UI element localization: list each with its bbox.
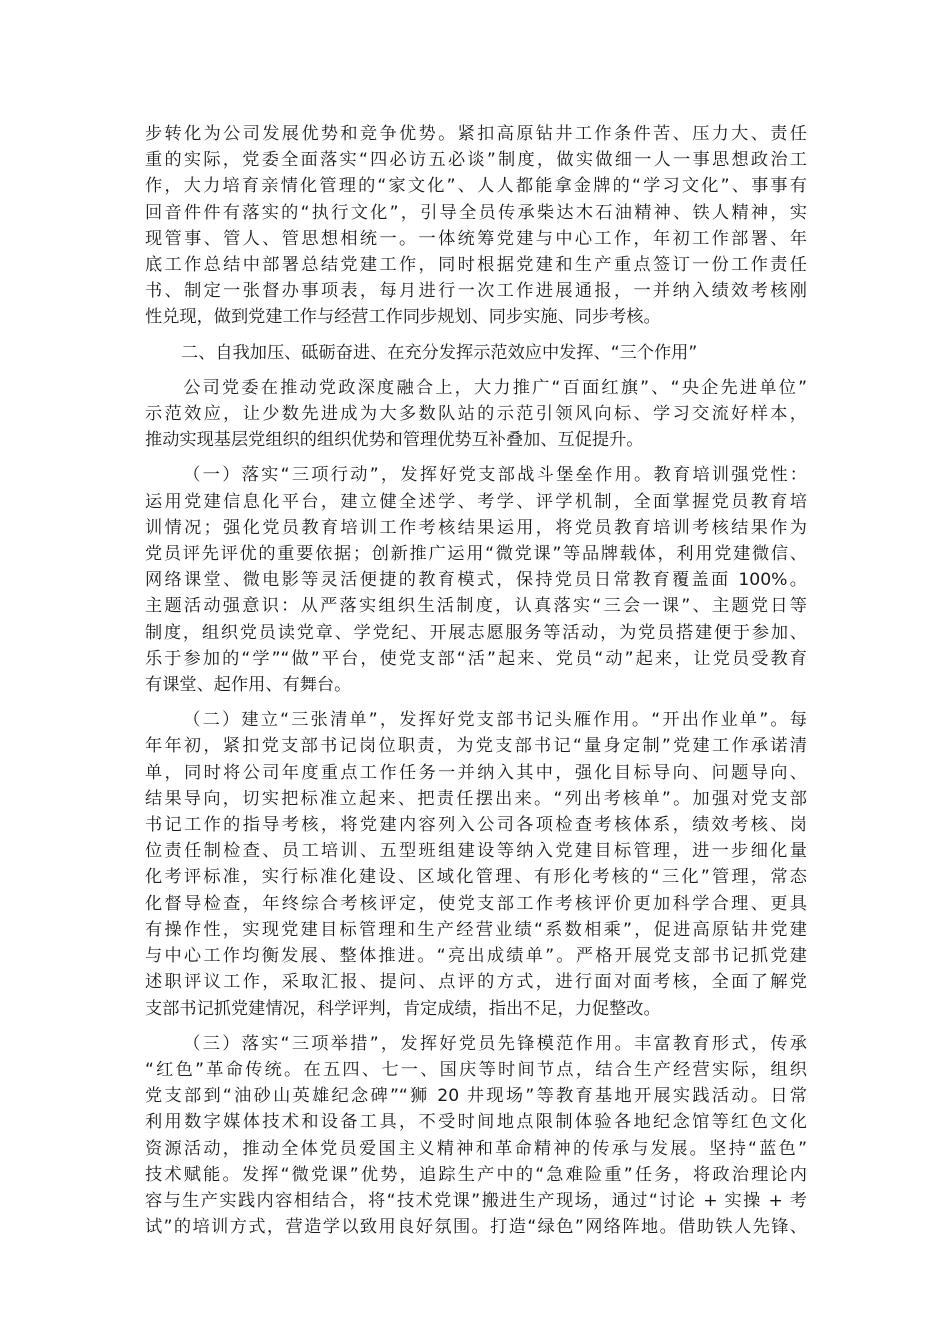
text-line-content: 位责任制检查、员工培训、五型班组建设等纳入党建目标管理，进一步细化量 (145, 841, 807, 862)
text-line-content: 重的实际，党委全面落实“四必访五必谈”制度，做实做细一人一事思想政治工 (145, 150, 807, 171)
text-line-content: （三）落实“三项举措”，发挥好党员先锋模范作用。丰富教育形式，传承 (181, 1033, 807, 1054)
text-line (145, 515, 807, 541)
text-line (145, 1083, 807, 1109)
paragraph-p2 (145, 375, 807, 454)
text-line-content: 作，大力培育亲情化管理的“家文化”、人人都能拿金牌的“学习文化”、事事有 (145, 176, 807, 197)
text-line-content: 回音件件有落实的“执行文化”，引导全员传承柴达木石油精神、铁人精神，实 (145, 202, 807, 223)
text-line (145, 278, 807, 304)
text-line-content: 结果导向，切实把标准立起来、把责任摆出来。“列出考核单”。加强对党支部 (145, 788, 807, 809)
text-line-content: 步转化为公司发展优势和竞争优势。紧扣高原钻井工作条件苦、压力大、责任 (145, 124, 807, 144)
text-line-content: 与中心工作均衡发展、整体推进。“亮出成绩单”。严格开展党支部书记抓党建 (145, 946, 807, 967)
text-line (145, 200, 807, 226)
text-line-content: （二）建立“三张清单”，发挥好党支部书记头雁作用。“开出作业单”。每 (181, 710, 807, 731)
text-line-content: 制度，组织党员读党章、学党纪、开展志愿服务等活动，为党员搭建便于参加、 (145, 622, 807, 643)
paragraph-p5 (145, 1031, 807, 1241)
text-line (145, 996, 807, 1022)
text-line (145, 121, 807, 147)
text-line-content: 示范效应，让少数先进成为大多数队站的示范引领风向标、学习交流好样本， (145, 404, 807, 425)
text-line (145, 917, 807, 943)
text-line-content: 训情况；强化党员教育培训工作考核结果运用，将党员教育培训考核结果作为 (145, 517, 807, 538)
text-line-content: “红色”革命传统。在五四、七一、国庆等时间节点，结合生产经营实际，组织 (145, 1059, 807, 1080)
text-line-content: 网络课堂、微电影等灵活便捷的教育模式，保持党员日常教育覆盖面 100%。 (145, 570, 807, 591)
section-heading-text: 二、自我加压、砥砺奋进、在充分发挥示范效应中发挥、“三个作用” (181, 342, 698, 363)
text-line (145, 646, 807, 672)
text-line-content: 主题活动强意识：从严落实组织生活制度，认真落实“三会一课”、主题党日等 (145, 596, 807, 617)
text-line (145, 786, 807, 812)
text-line (145, 252, 807, 278)
text-line (145, 760, 807, 786)
text-line (145, 1057, 807, 1083)
text-line-content: 化督导检查，年终综合考核评定，使党支部工作考核评价更加科学合理、更具 (145, 893, 807, 914)
text-line-content: 年年初，紧扣党支部书记岗位职责，为党支部书记“量身定制”党建工作承诺清 (145, 736, 807, 757)
paragraph-p4 (145, 707, 807, 1021)
text-line (145, 1136, 807, 1162)
text-line (145, 593, 807, 619)
text-line (145, 401, 807, 427)
text-line-content: 运用党建信息化平台，建立健全述学、考学、评学机制，全面掌握党员教育培 (145, 491, 807, 512)
text-line (145, 567, 807, 593)
text-line (145, 672, 807, 698)
text-line (145, 427, 807, 453)
text-line-content: 书记工作的指导考核，将党建内容列入公司各项检查考核体系，绩效考核、岗 (145, 815, 807, 836)
text-line (145, 891, 807, 917)
text-line-content: 性兑现，做到党建工作与经营工作同步规划、同步实施、同步考核。 (145, 307, 661, 328)
text-line-content: 单，同时将公司年度重点工作任务一并纳入其中，强化目标导向、问题导向、 (145, 762, 807, 783)
text-line-content: 底工作总结中部署总结党建工作，同时根据党建和生产重点签订一份工作责任 (145, 255, 807, 276)
text-line (145, 838, 807, 864)
section-heading (145, 340, 807, 366)
paragraph-p1 (145, 121, 807, 331)
text-line-content: （一）落实“三项行动”，发挥好党支部战斗堡垒作用。教育培训强党性： (181, 465, 807, 486)
text-line-content: 党支部到“油砂山英雄纪念碑”“狮 20 井现场”等教育基地开展实践活动。日常 (145, 1086, 807, 1107)
text-line-content: 试”的培训方式，营造学以致用良好氛围。打造“绿色”网络阵地。借助铁人先锋、 (145, 1217, 807, 1238)
text-line (145, 147, 807, 173)
text-line-content: 乐于参加的“学”“做”平台，使党支部“活”起来、党员“动”起来，让党员受教育 (145, 648, 807, 669)
text-line-content: 有操作性，实现党建目标管理和生产经营业绩“系数相乘”，促进高原钻井党建 (145, 919, 807, 940)
text-line (145, 812, 807, 838)
text-line (145, 541, 807, 567)
text-line-content: 利用数字媒体技术和设备工具，不受时间地点限制体验各地纪念馆等红色文化 (145, 1112, 807, 1133)
text-line-content: 技术赋能。发挥“微党课”优势，追踪生产中的“急难险重”任务，将政治理论内 (145, 1164, 807, 1185)
text-line-content: 化考评标准，实行标准化建设、区域化管理、有形化考核的“三化”管理，常态 (145, 867, 807, 888)
text-line-content: 现管事、管人、管思想相统一。一体统筹党建与中心工作，年初工作部署、年 (145, 228, 807, 249)
text-line (145, 943, 807, 969)
text-line-content: 容与生产实践内容相结合，将“技术党课”搬进生产现场，通过“讨论 + 实操 + 考 (145, 1190, 807, 1211)
text-line (145, 1031, 807, 1057)
text-line (145, 1162, 807, 1188)
text-line (145, 1109, 807, 1135)
text-line (145, 1188, 807, 1214)
text-line (145, 304, 807, 330)
text-line-content: 党员评先评优的重要依据；创新推广运用“微党课”等品牌载体，利用党建微信、 (145, 544, 807, 565)
text-line-content: 书、制定一张督办事项表，每月进行一次工作进展通报，一并纳入绩效考核刚 (145, 281, 807, 302)
text-line (145, 173, 807, 199)
text-line (145, 620, 807, 646)
text-line (145, 864, 807, 890)
text-line (145, 1214, 807, 1240)
paragraph-p3 (145, 462, 807, 698)
text-line-content: 支部书记抓党建情况，科学评判，肯定成绩，指出不足，力促整改。 (145, 998, 661, 1019)
text-line-content: 资源活动，推动全体党员爱国主义精神和革命精神的传承与发展。坚持“蓝色” (145, 1138, 807, 1159)
text-line (145, 226, 807, 252)
text-line (145, 489, 807, 515)
document-body (145, 121, 807, 1249)
text-line (145, 375, 807, 401)
text-line (145, 733, 807, 759)
text-line-content: 有课堂、起作用、有舞台。 (145, 675, 352, 696)
text-line-content: 述职评议工作，采取汇报、提问、点评的方式，进行面对面考核，全面了解党 (145, 972, 807, 993)
text-line (145, 707, 807, 733)
text-line (145, 462, 807, 488)
text-line (145, 969, 807, 995)
text-line-content: 公司党委在推动党政深度融合上，大力推广“百面红旗”、“央企先进单位” (181, 377, 807, 398)
text-line-content: 推动实现基层党组织的组织优势和管理优势互补叠加、互促提升。 (145, 430, 644, 451)
